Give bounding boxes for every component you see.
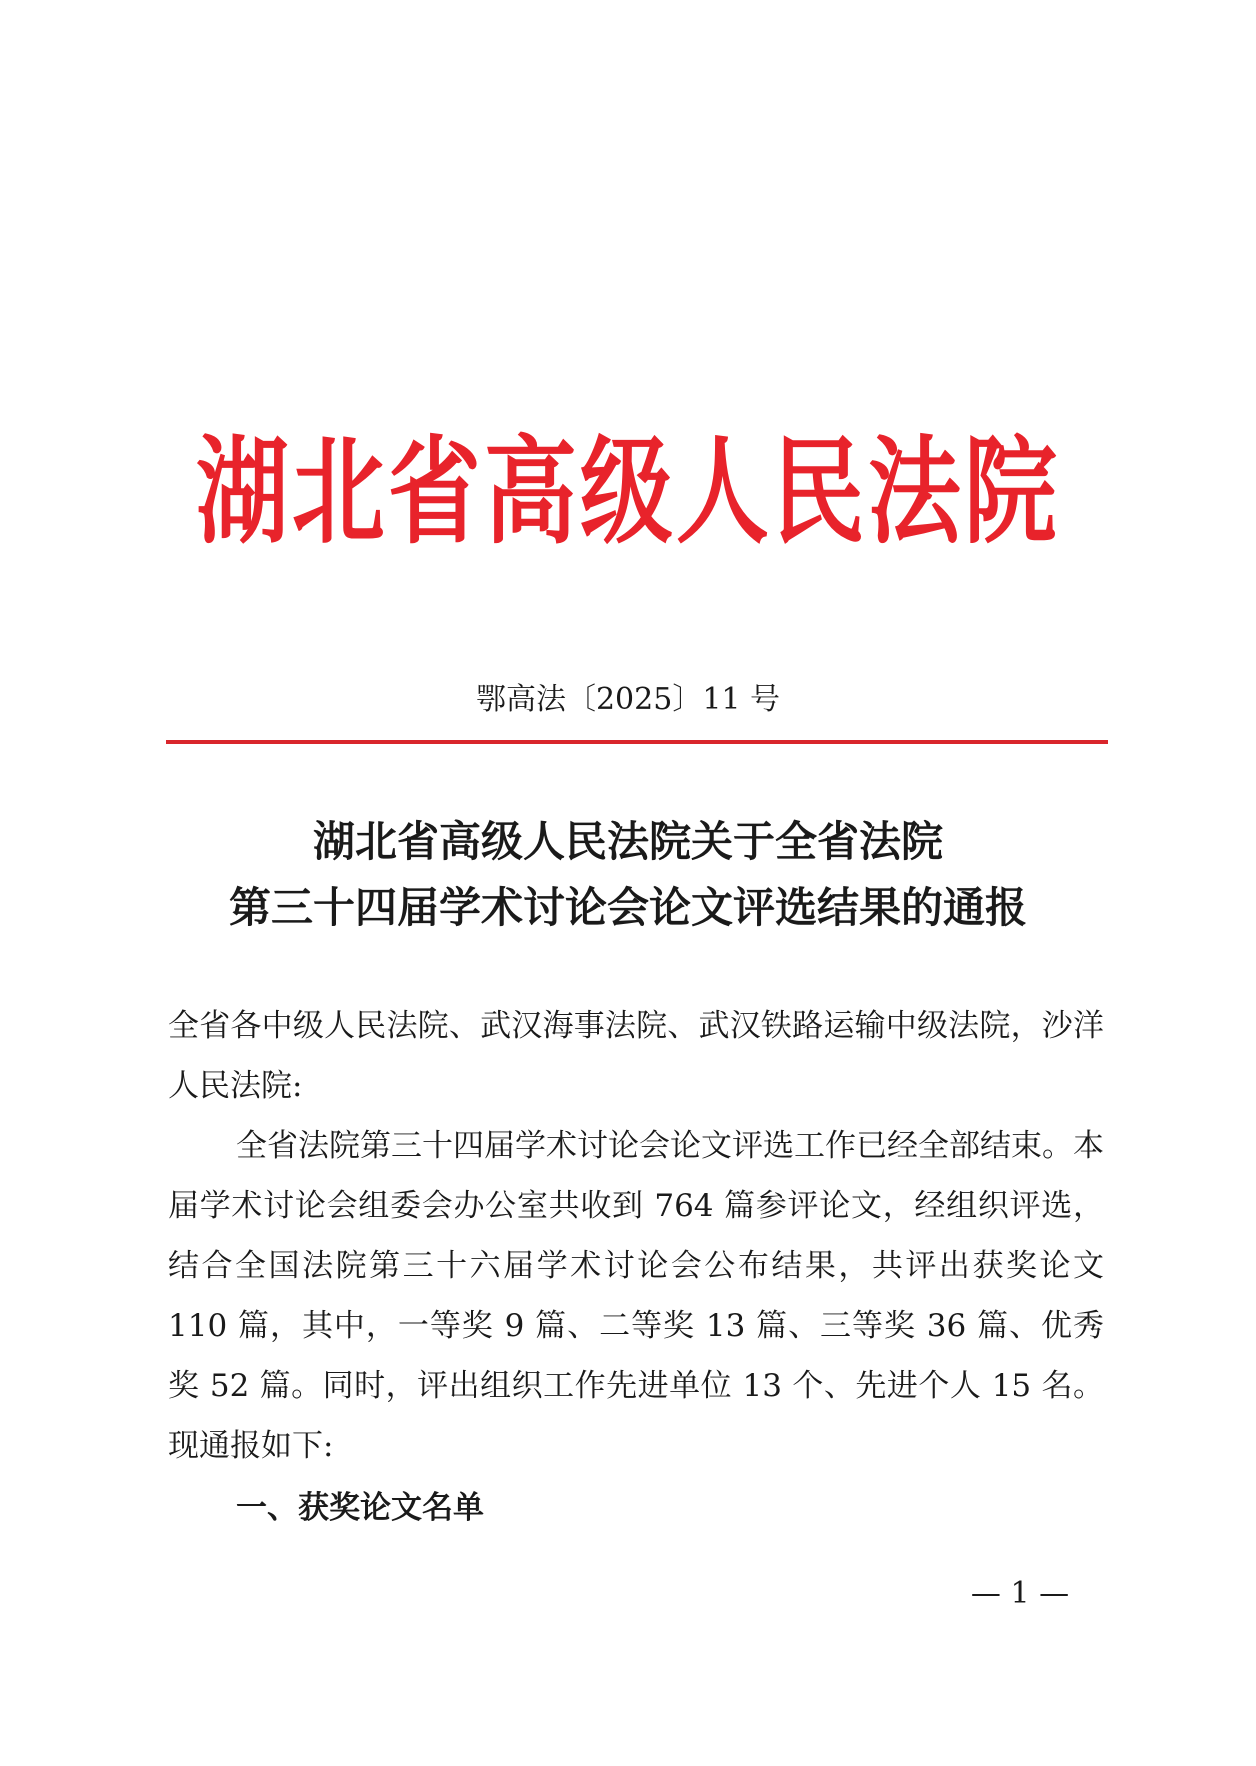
page-number: — 1 —	[970, 1576, 1070, 1611]
issuer-name: 湖北省高级人民法院	[196, 425, 1060, 560]
document-title-line-1: 湖北省高级人民法院关于全省法院	[312, 817, 943, 866]
red-separator-line	[166, 740, 1108, 744]
document-number: 鄂高法〔2025〕11 号	[475, 682, 781, 717]
section-heading: 一、获奖论文名单	[236, 1490, 484, 1526]
salutation: 全省各中级人民法院、武汉海事法院、武汉铁路运输中级法院，沙洋人民法院:	[168, 1008, 1104, 1104]
body-paragraph: 全省法院第三十四届学术讨论会论文评选工作已经全部结束。本届学术讨论会组委会办公室共收到 764 篇参评论文，经组织评选，结合全国法院第三十六届学术讨论会公布结果，共评出获奖论文 110 篇，其中，一等奖 9 篇、二等奖 13 篇、三等奖 36 篇、优秀奖 52 篇。同时，评出组织工作先进单位 13 个、先进个人 15 名。现通报如下:	[168, 1128, 1104, 1464]
document-title-line-2: 第三十四届学术讨论会论文评选结果的通报	[228, 883, 1027, 932]
